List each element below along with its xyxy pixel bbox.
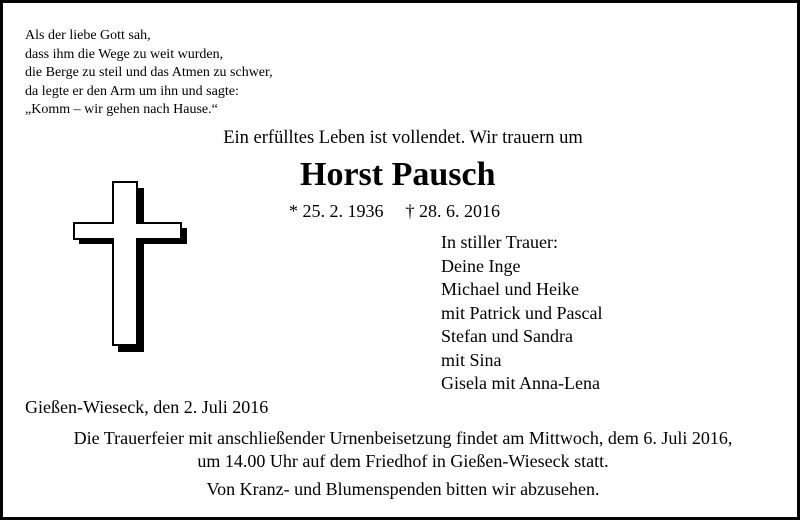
mourners-list (441, 231, 602, 396)
birth-date: * 25. 2. 1936 (289, 201, 384, 221)
poem-line: da legte er den Arm um ihn und sagte: (25, 83, 239, 99)
mourner-line: Deine Inge (441, 255, 521, 276)
mourner-line: mit Sina (441, 349, 502, 370)
service-info (3, 427, 800, 473)
poem-line: dass ihm die Wege zu weit wurden, (25, 46, 224, 62)
poem-line: Als der liebe Gott sah, (25, 28, 151, 43)
mourner-line: Michael und Heike (441, 279, 579, 299)
cross-icon (73, 181, 188, 353)
intro-text: Ein erfülltes Leben ist vollendet. Wir trauern um (223, 128, 583, 148)
place-date: Gießen-Wieseck, den 2. Juli 2016 (25, 397, 269, 417)
mourner-line: mit Patrick und Pascal (441, 302, 603, 323)
service-line: Die Trauerfeier mit anschließender Urnenbeisetzung findet am Mittwoch, dem 6. Juli 2016, (73, 428, 733, 448)
poem (25, 27, 273, 120)
life-dates (289, 201, 500, 222)
flowers-note: Von Kranz- und Blumenspenden bitten wir abzusehen. (206, 479, 600, 499)
death-date: † 28. 6. 2016 (405, 201, 500, 221)
poem-line: „Komm – wir gehen nach Hause.“ (25, 102, 218, 117)
deceased-name: Horst Pausch (300, 156, 496, 193)
mourner-line: Stefan und Sandra (441, 326, 573, 346)
service-line: um 14.00 Uhr auf dem Friedhof in Gießen-Wieseck statt. (197, 451, 609, 471)
mourner-line: Gisela mit Anna-Lena (441, 373, 600, 393)
poem-line: die Berge zu steil und das Atmen zu schwer, (25, 65, 273, 80)
mourners-heading: In stiller Trauer: (441, 232, 558, 252)
